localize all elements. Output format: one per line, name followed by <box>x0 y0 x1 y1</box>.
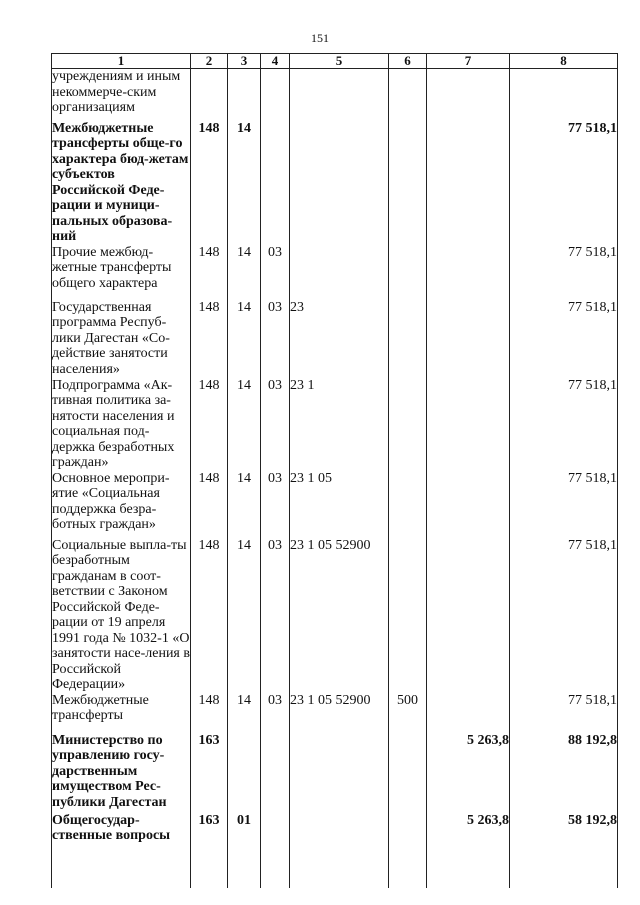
row-section-code: 14 <box>228 121 261 245</box>
row-ministry-code <box>191 69 228 121</box>
row-expense-type <box>389 538 427 693</box>
row-ministry-code: 163 <box>191 733 228 813</box>
row-amount-col7 <box>427 378 510 471</box>
row-subsection-code <box>261 121 290 245</box>
row-expense-type <box>389 378 427 471</box>
column-header-4: 4 <box>261 54 290 69</box>
row-amount-col7 <box>427 538 510 693</box>
row-ministry-code: 148 <box>191 538 228 693</box>
column-header-3: 3 <box>228 54 261 69</box>
row-subsection-code: 03 <box>261 693 290 733</box>
table-row <box>52 693 618 733</box>
row-subsection-code: 03 <box>261 300 290 378</box>
row-section-code: 14 <box>228 378 261 471</box>
row-target-code: 23 <box>290 300 389 378</box>
column-header-8: 8 <box>510 54 618 69</box>
row-target-code: 23 1 05 <box>290 471 389 538</box>
table-header-row <box>52 54 618 69</box>
row-ministry-code: 163 <box>191 813 228 888</box>
row-section-code: 14 <box>228 245 261 300</box>
row-target-code: 23 1 <box>290 378 389 471</box>
row-ministry-code: 148 <box>191 121 228 245</box>
row-amount-col7 <box>427 471 510 538</box>
row-subsection-code: 03 <box>261 245 290 300</box>
row-amount-col8: 77 518,1 <box>510 300 618 378</box>
row-name: учреждениям и иным некоммерче-ским организациям <box>52 69 191 121</box>
row-subsection-code: 03 <box>261 538 290 693</box>
row-subsection-code <box>261 813 290 888</box>
row-expense-type: 500 <box>389 693 427 733</box>
row-subsection-code <box>261 69 290 121</box>
column-header-5: 5 <box>290 54 389 69</box>
row-target-code <box>290 121 389 245</box>
row-amount-col8: 77 518,1 <box>510 378 618 471</box>
column-header-6: 6 <box>389 54 427 69</box>
budget-table <box>51 53 618 888</box>
row-amount-col8: 88 192,8 <box>510 733 618 813</box>
table-row <box>52 378 618 471</box>
column-header-1: 1 <box>52 54 191 69</box>
row-expense-type <box>389 245 427 300</box>
row-amount-col8: 77 518,1 <box>510 471 618 538</box>
row-ministry-code: 148 <box>191 300 228 378</box>
table-row <box>52 813 618 888</box>
row-amount-col7 <box>427 121 510 245</box>
row-subsection-code <box>261 733 290 813</box>
page-number: 151 <box>311 31 329 45</box>
row-subsection-code: 03 <box>261 471 290 538</box>
row-subsection-code: 03 <box>261 378 290 471</box>
row-amount-col8: 58 192,8 <box>510 813 618 888</box>
row-amount-col8: 77 518,1 <box>510 538 618 693</box>
table-row <box>52 245 618 300</box>
row-expense-type <box>389 813 427 888</box>
table-row <box>52 300 618 378</box>
row-target-code <box>290 733 389 813</box>
row-target-code <box>290 813 389 888</box>
row-amount-col8: 77 518,1 <box>510 693 618 733</box>
column-header-7: 7 <box>427 54 510 69</box>
row-name: Подпрограмма «Ак-тивная политика за-нятости населения и социальная под-держка безработных граждан» <box>52 378 191 471</box>
row-section-code: 14 <box>228 693 261 733</box>
table-row <box>52 733 618 813</box>
row-name: Межбюджетные трансферты обще-го характера бюд-жетам субъектов Российской Феде-рации и муници-пальных образова-ний <box>52 121 191 245</box>
row-ministry-code: 148 <box>191 471 228 538</box>
row-amount-col7 <box>427 300 510 378</box>
row-amount-col7 <box>427 69 510 121</box>
row-name: Общегосудар-ственные вопросы <box>52 813 191 888</box>
row-expense-type <box>389 733 427 813</box>
row-target-code <box>290 69 389 121</box>
row-name: Социальные выпла-ты безработным гражданам в соот-ветствии с Законом Российской Феде-рации от 19 апреля 1991 года № 1032-1 «О занятости насе-ления в Российской Федерации» <box>52 537 190 692</box>
row-expense-type <box>389 300 427 378</box>
row-section-code: 14 <box>228 538 261 693</box>
row-amount-col8 <box>510 69 618 121</box>
row-target-code: 23 1 05 52900 <box>290 693 389 733</box>
row-target-code: 23 1 05 52900 <box>290 538 389 693</box>
row-name: Основное меропри-ятие «Социальная поддержка безра-ботных граждан» <box>52 471 191 538</box>
row-amount-col7 <box>427 245 510 300</box>
row-section-code <box>228 733 261 813</box>
row-expense-type <box>389 69 427 121</box>
row-ministry-code: 148 <box>191 693 228 733</box>
row-ministry-code: 148 <box>191 378 228 471</box>
row-section-code: 14 <box>228 471 261 538</box>
row-section-code: 01 <box>228 813 261 888</box>
row-name: Министерство по управлению госу-дарственным имуществом Рес-публики Дагестан <box>52 733 191 813</box>
row-name: Межбюджетные трансферты <box>52 693 191 733</box>
row-amount-col7 <box>427 693 510 733</box>
row-section-code: 14 <box>228 300 261 378</box>
row-amount-col8: 77 518,1 <box>510 121 618 245</box>
row-amount-col7: 5 263,8 <box>427 733 510 813</box>
table-row <box>52 471 618 538</box>
row-expense-type <box>389 471 427 538</box>
table-row <box>52 538 618 693</box>
table-row <box>52 121 618 245</box>
row-name: Прочие межбюд-жетные трансферты общего характера <box>52 245 191 300</box>
row-target-code <box>290 245 389 300</box>
row-ministry-code: 148 <box>191 245 228 300</box>
row-name: Государственная программа Респуб-лики Дагестан «Со-действие занятости населения» <box>52 300 191 378</box>
row-amount-col8: 77 518,1 <box>510 245 618 300</box>
table-row <box>52 69 618 121</box>
row-amount-col7: 5 263,8 <box>427 813 510 888</box>
row-expense-type <box>389 121 427 245</box>
column-header-2: 2 <box>191 54 228 69</box>
row-section-code <box>228 69 261 121</box>
